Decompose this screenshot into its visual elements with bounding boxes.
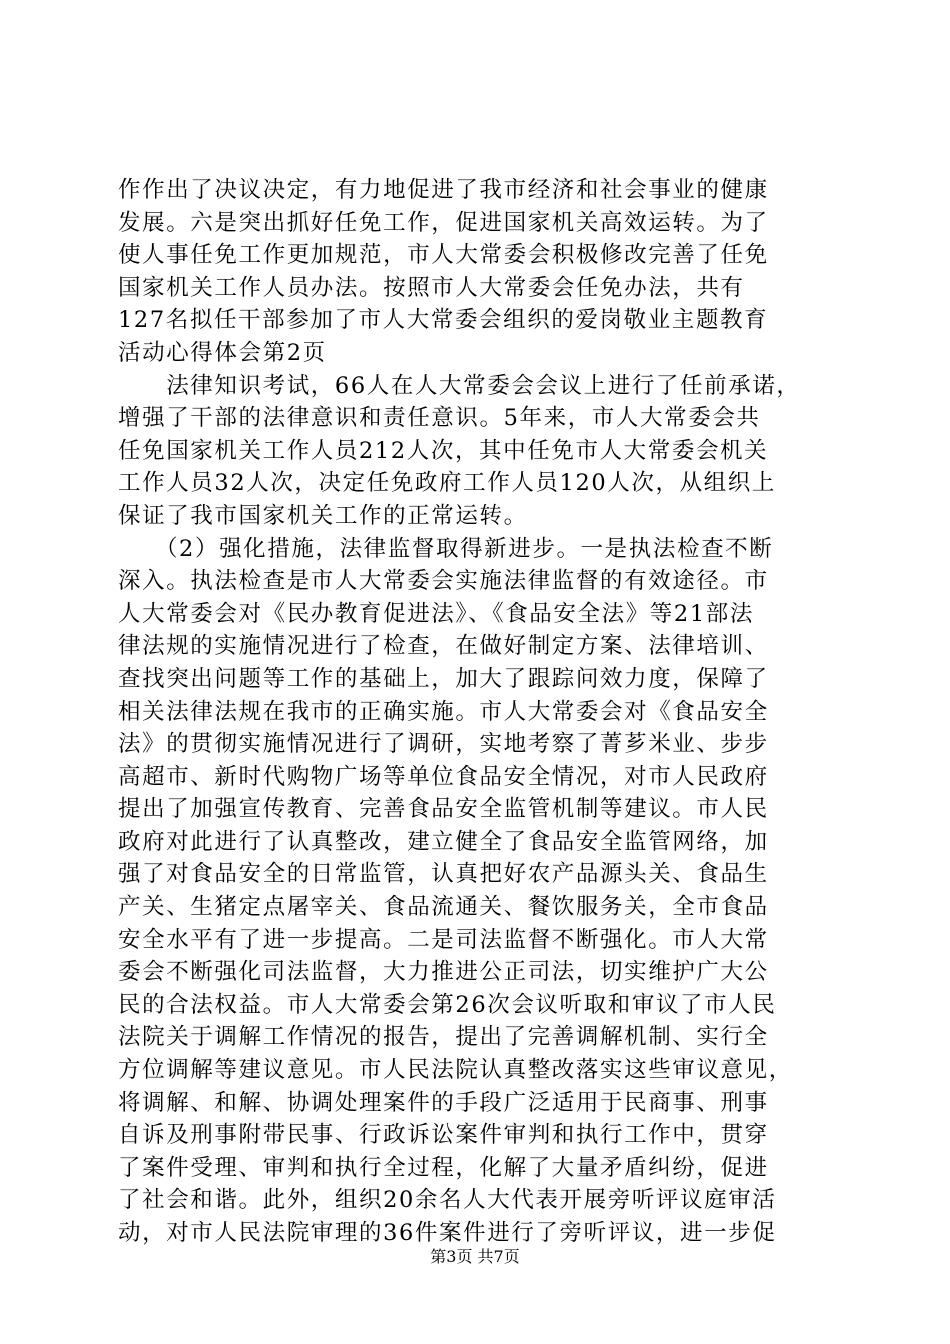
text-line: 方位调解等建议意见。市人民法院认真整改落实这些审议意见， bbox=[118, 1057, 793, 1084]
text-line: 民的合法权益。市人大常委会第26次会议听取和审议了市人民 bbox=[118, 991, 777, 1018]
text-line: 了社会和谐。此外，组织20余名人大代表开展旁听评议庭审活 bbox=[118, 1187, 777, 1214]
text-line: 律法规的实施情况进行了检查，在做好制定方案、法律培训、 bbox=[118, 633, 769, 660]
page-number-footer: 第3页 共7页 bbox=[430, 1247, 520, 1266]
text-line: 法院关于调解工作情况的报告，提出了完善调解机制、实行全 bbox=[118, 1024, 769, 1051]
text-line: 发展。六是突出抓好任免工作，促进国家机关高效运转。为了 bbox=[118, 209, 769, 236]
text-line: 保证了我市国家机关工作的正常运转。 bbox=[118, 502, 528, 529]
text-line: 产关、生猪定点屠宰关、食品流通关、餐饮服务关，全市食品 bbox=[118, 894, 769, 921]
text-line: 提出了加强宣传教育、完善食品安全监管机制等建议。市人民 bbox=[118, 796, 769, 823]
text-line: 委会不断强化司法监督，大力推进公正司法，切实维护广大公 bbox=[118, 959, 769, 986]
text-line: 活动心得体会第2页 bbox=[118, 339, 327, 366]
text-line: 将调解、和解、协调处理案件的手段广泛适用于民商事、刑事 bbox=[118, 1089, 769, 1116]
text-line: 人大常委会对《民办教育促进法》、《食品安全法》等21部法 bbox=[118, 600, 754, 627]
text-line: 安全水平有了进一步提高。二是司法监督不断强化。市人大常 bbox=[118, 926, 769, 953]
text-line: 工作人员32人次，决定任免政府工作人员120人次，从组织上 bbox=[118, 470, 776, 497]
text-line: 127名拟任干部参加了市人大常委会组织的爱岗敬业主题教育 bbox=[118, 307, 769, 334]
text-line: 法》的贯彻实施情况进行了调研，实地考察了菁芗米业、步步 bbox=[118, 731, 769, 758]
text-line: 强了对食品安全的日常监管，认真把好农产品源头关、食品生 bbox=[118, 861, 769, 888]
body-text bbox=[118, 174, 838, 1250]
text-line: 查找突出问题等工作的基础上，加大了跟踪问效力度，保障了 bbox=[118, 665, 769, 692]
text-line: 动，对市人民法院审理的36件案件进行了旁听评议，进一步促 bbox=[118, 1220, 777, 1246]
text-line: 相关法律法规在我市的正确实施。市人大常委会对《食品安全 bbox=[118, 698, 769, 725]
text-line: 作作出了决议决定，有力地促进了我市经济和社会事业的健康 bbox=[118, 177, 769, 203]
text-line: 增强了干部的法律意识和责任意识。5年来，市人大常委会共 bbox=[118, 405, 761, 432]
text-line: 自诉及刑事附带民事、行政诉讼案件审判和执行工作中，贯穿 bbox=[118, 1122, 769, 1149]
text-line: 了案件受理、审判和执行全过程，化解了大量矛盾纠纷，促进 bbox=[118, 1154, 769, 1181]
text-line: 任免国家机关工作人员212人次，其中任免市人大常委会机关 bbox=[118, 437, 769, 464]
text-line: 高超市、新时代购物广场等单位食品安全情况，对市人民政府 bbox=[118, 763, 769, 790]
text-line: 深入。执法检查是市人大常委会实施法律监督的有效途径。市 bbox=[118, 568, 769, 595]
text-line: （2）强化措施，法律监督取得新进步。一是执法检查不断 bbox=[118, 535, 774, 562]
text-line: 国家机关工作人员办法。按照市人大常委会任免办法，共有 bbox=[118, 274, 745, 301]
text-line: 使人事任免工作更加规范，市人大常委会积极修改完善了任免 bbox=[118, 242, 769, 269]
text-line: 法律知识考试，66人在人大常委会会议上进行了任前承诺， bbox=[118, 372, 801, 399]
text-line: 政府对此进行了认真整改，建立健全了食品安全监管网络，加 bbox=[118, 828, 769, 855]
